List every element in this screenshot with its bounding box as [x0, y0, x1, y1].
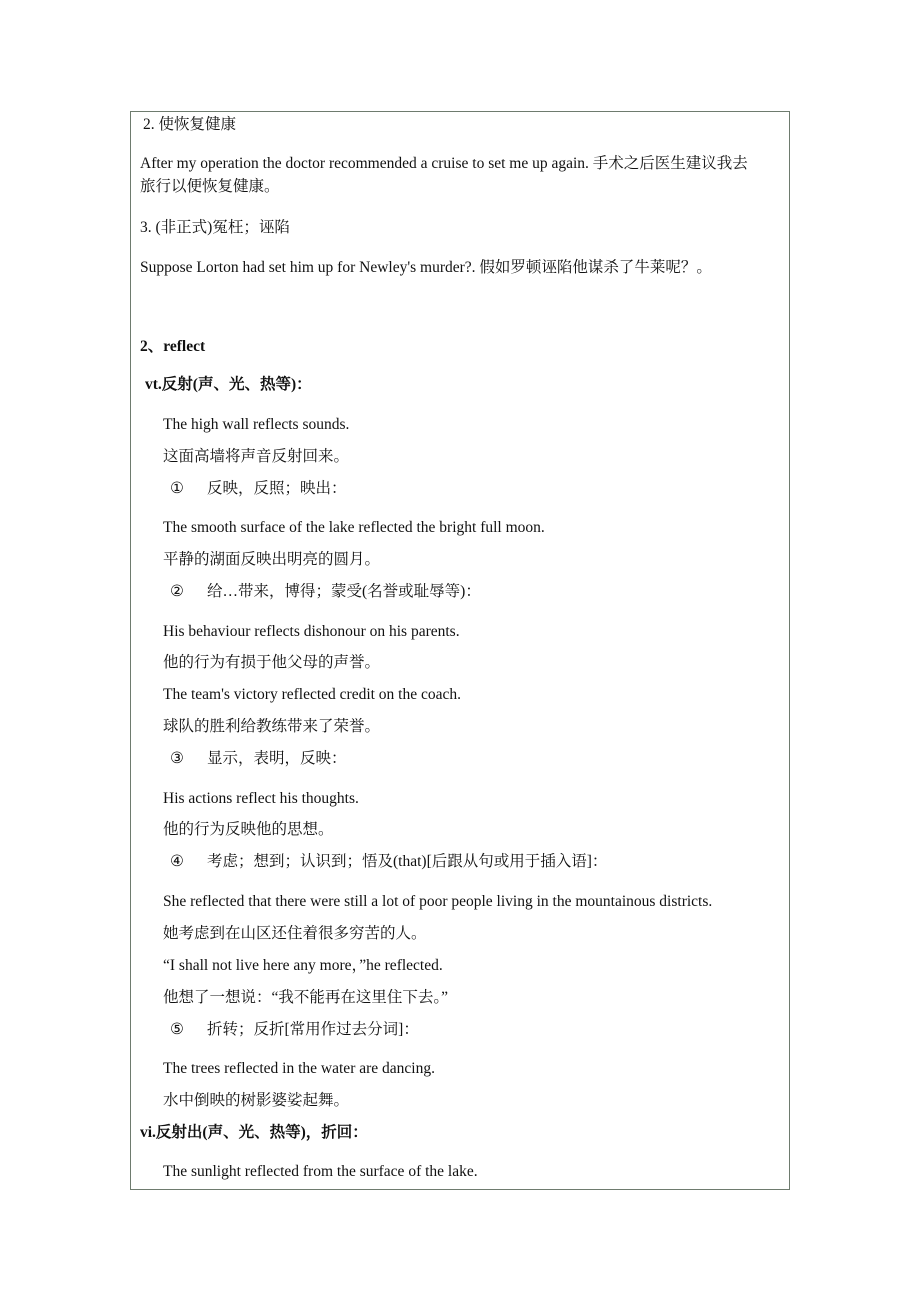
example-english: The high wall reflects sounds.: [163, 416, 350, 433]
example-sentence: Suppose Lorton had set him up for Newley's murder?. 假如罗顿诬陷他谋杀了牛莱呢？。: [140, 259, 712, 276]
example-english: The smooth surface of the lake reflected the bright full moon.: [163, 519, 545, 536]
example-english: The team's victory reflected credit on the coach.: [163, 686, 462, 703]
part-of-speech-heading: vt.反射(声、光、热等)：: [145, 376, 312, 393]
sense-number: ③: [170, 750, 184, 767]
example-chinese: 平静的湖面反映出明亮的圆月。: [163, 551, 381, 568]
sense-text: 给…带来，博得；蒙受(名誉或耻辱等)：: [207, 583, 481, 600]
example-chinese: 球队的胜利给教练带来了荣誉。: [163, 718, 381, 735]
sense-heading: 2. 使恢复健康: [143, 116, 237, 133]
sense-item: [170, 582, 481, 602]
part-of-speech-heading: vi.反射出(声、光、热等)，折回：: [140, 1124, 368, 1141]
example-chinese: 他的行为有损于他父母的声誉。: [163, 654, 381, 671]
example-english: His actions reflect his thoughts.: [163, 790, 359, 807]
sense-item: [170, 479, 347, 499]
example-chinese: 水中倒映的树影婆娑起舞。: [163, 1092, 350, 1109]
example-english: “I shall not live here any more，”he reflected.: [163, 957, 443, 974]
example-sentence-cont: 旅行以便恢复健康。: [140, 178, 280, 195]
example-chinese: 她考虑到在山区还住着很多穷苦的人。: [163, 925, 427, 942]
sense-text: 显示，表明，反映：: [207, 750, 347, 767]
example-english: She reflected that there were still a lot of poor people living in the mountainous districts.: [163, 893, 713, 910]
sense-number: ④: [170, 853, 184, 870]
sense-number: ②: [170, 583, 184, 600]
example-chinese: 这面高墙将声音反射回来。: [163, 448, 350, 465]
sense-item: [170, 852, 607, 872]
sense-item: [170, 1020, 419, 1040]
example-english: The sunlight reflected from the surface of the lake.: [163, 1163, 478, 1180]
sense-number: ⑤: [170, 1021, 184, 1038]
sense-text: 考虑；想到；认识到；悟及(that)[后跟从句或用于插入语]：: [207, 853, 608, 870]
example-english: His behaviour reflects dishonour on his parents.: [163, 623, 460, 640]
example-chinese: 他想了一想说：“我不能再在这里住下去。”: [163, 989, 449, 1006]
sense-heading: 3. (非正式)冤枉；诬陷: [140, 219, 290, 236]
word-heading: 2、reflect: [140, 338, 206, 355]
example-english: The trees reflected in the water are dancing.: [163, 1060, 435, 1077]
sense-number: ①: [170, 480, 184, 497]
sense-text: 折转；反折[常用作过去分词]：: [207, 1021, 419, 1038]
example-chinese: 他的行为反映他的思想。: [163, 821, 334, 838]
sense-text: 反映，反照；映出：: [207, 480, 347, 497]
example-sentence: After my operation the doctor recommended a cruise to set me up again. 手术之后医生建议我去: [140, 155, 748, 172]
sense-item: [170, 749, 347, 769]
